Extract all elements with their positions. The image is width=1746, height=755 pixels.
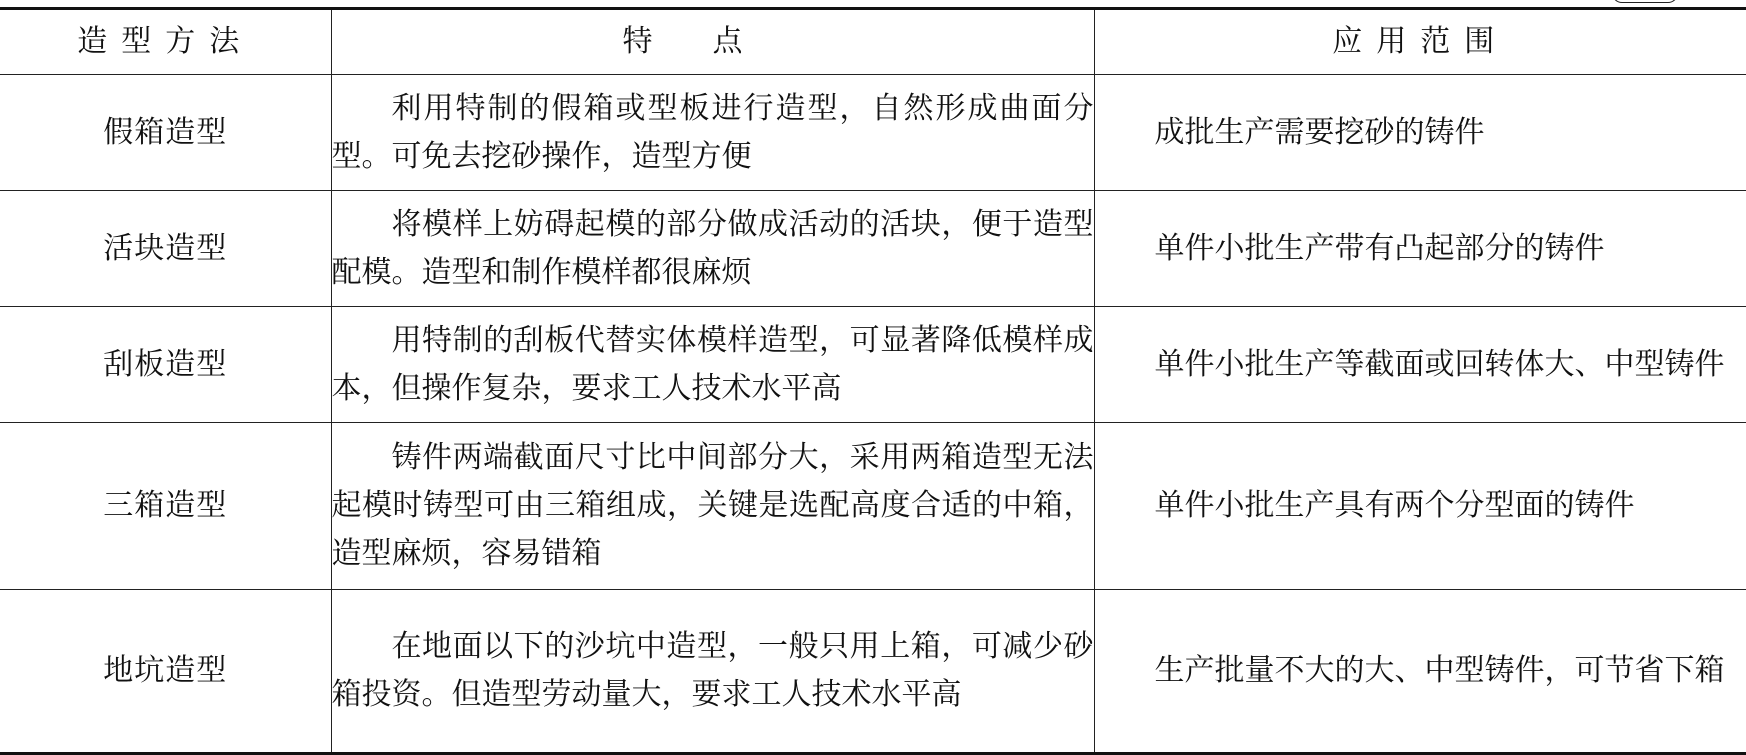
scope-cell: 单件小批生产等截面或回转体大、中型铸件	[1094, 307, 1746, 423]
feature-cell: 将模样上妨碍起模的部分做成活动的活块，便于造型配模。造型和制作模样都很麻烦	[331, 191, 1094, 307]
table-row	[0, 307, 1746, 423]
table-row	[0, 423, 1746, 590]
method-cell: 地坑造型	[0, 590, 331, 754]
scope-cell: 单件小批生产带有凸起部分的铸件	[1094, 191, 1746, 307]
feature-cell: 用特制的刮板代替实体模样造型，可显著降低模样成本，但操作复杂，要求工人技术水平高	[331, 307, 1094, 423]
method-cell: 假箱造型	[0, 75, 331, 191]
scope-cell: 生产批量不大的大、中型铸件，可节省下箱	[1094, 590, 1746, 754]
table-row	[0, 75, 1746, 191]
feature-cell: 铸件两端截面尺寸比中间部分大，采用两箱造型无法起模时铸型可由三箱组成，关键是选配高度合适的中箱，造型麻烦，容易错箱	[331, 423, 1094, 590]
feature-cell: 在地面以下的沙坑中造型，一般只用上箱，可减少砂箱投资。但造型劳动量大，要求工人技术水平高	[331, 590, 1094, 754]
scope-cell: 成批生产需要挖砂的铸件	[1094, 75, 1746, 191]
method-cell: 三箱造型	[0, 423, 331, 590]
table-continuation-mark	[1612, 0, 1678, 3]
table-row	[0, 590, 1746, 754]
table-header-row	[0, 9, 1746, 75]
header-method: 造型方法	[0, 9, 331, 75]
casting-method-table	[0, 7, 1746, 755]
method-cell: 活块造型	[0, 191, 331, 307]
scope-cell: 单件小批生产具有两个分型面的铸件	[1094, 423, 1746, 590]
feature-cell: 利用特制的假箱或型板进行造型，自然形成曲面分型。可免去挖砂操作，造型方便	[331, 75, 1094, 191]
method-cell: 刮板造型	[0, 307, 331, 423]
header-feature: 特点	[331, 9, 1094, 75]
table-row	[0, 191, 1746, 307]
header-scope: 应用范围	[1094, 9, 1746, 75]
